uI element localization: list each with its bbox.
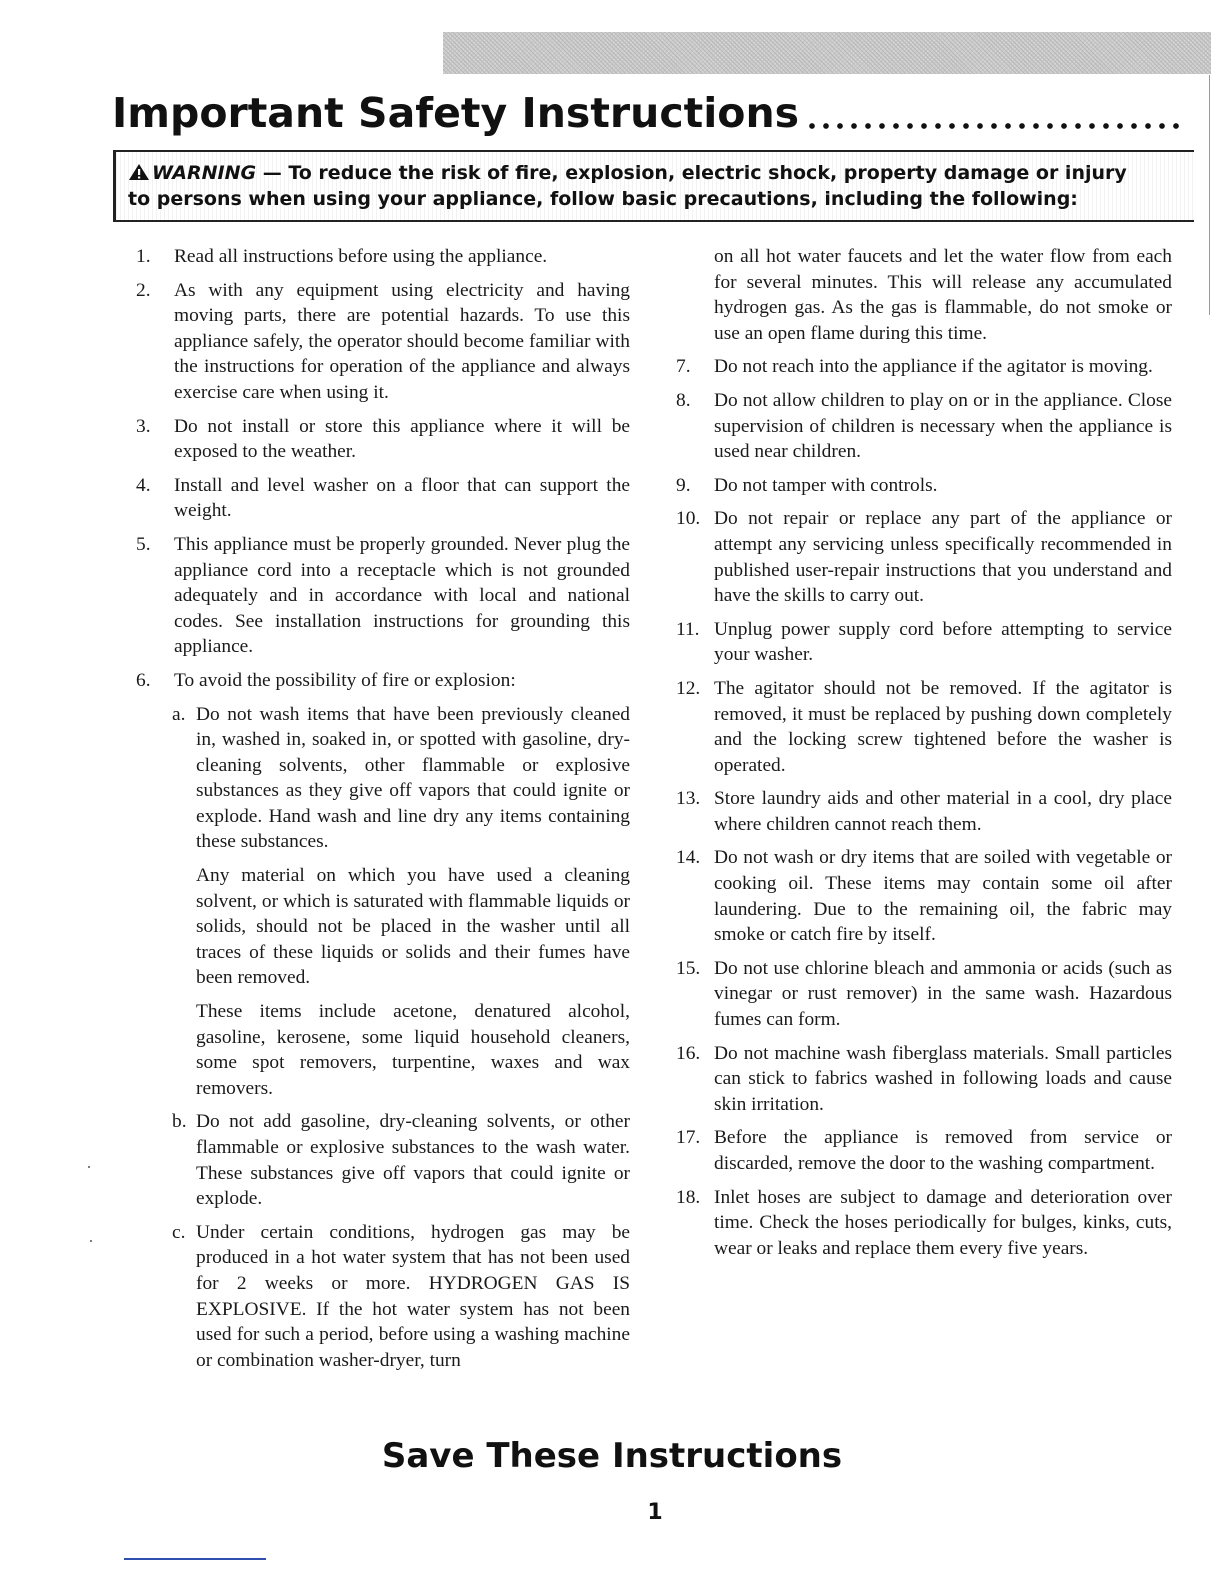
title-dot-leader xyxy=(805,123,1184,129)
item-number: 2. xyxy=(136,279,151,301)
footer-rule xyxy=(124,1558,266,1560)
item-number: 4. xyxy=(136,474,151,496)
list-item xyxy=(676,617,1172,668)
item-text: Do not allow children to play on or in the appliance. Close supervision of children is necessary when the appliance is used near children. xyxy=(714,389,1172,463)
item-number: 5. xyxy=(136,533,151,555)
list-item xyxy=(676,1041,1172,1118)
item-number: 3. xyxy=(136,415,151,437)
item-number: 13. xyxy=(676,788,701,810)
sub-item-letter: a. xyxy=(172,703,186,725)
warning-dash: — xyxy=(256,162,289,184)
item-number: 14. xyxy=(676,847,701,869)
sub-item-letter: b. xyxy=(172,1111,187,1133)
sub-item-c-continuation: on all hot water faucets and let the water flow from each for several minutes. This will release any accumulated hydrogen gas. As the gas is flammable, do not smoke or use an open flame during this time. xyxy=(714,246,1172,344)
item-number: 12. xyxy=(676,677,701,699)
warning-line-2: to persons when using your appliance, follow basic precautions, including the following: xyxy=(128,188,1078,210)
item-text: Do not machine wash fiberglass materials. Small particles can stick to fabrics washed in following loads and cause skin irritation. xyxy=(714,1042,1172,1115)
list-item xyxy=(136,473,630,524)
save-instructions-heading: Save These Instructions xyxy=(381,1436,843,1476)
item-number: 1. xyxy=(136,246,151,267)
item-number: 11. xyxy=(676,618,700,640)
page-edge-line xyxy=(1209,75,1210,315)
sub-item-a-paragraph-2: Any material on which you have used a cleaning solvent, or which is saturated with flammable liquids or solids, should not be placed in the washer until all traces of these liquids or solids and their fumes have been removed. xyxy=(196,865,630,989)
warning-label: WARNING xyxy=(152,162,257,184)
list-item xyxy=(676,956,1172,1033)
list-item xyxy=(676,388,1172,465)
item-text: Do not reach into the appliance if the agitator is moving. xyxy=(714,356,1153,378)
sub-item-text: Do not add gasoline, dry-cleaning solvents, or other flammable or explosive substances to the wash water. These substances give off vapors that could ignite or explode. xyxy=(196,1111,630,1210)
list-item xyxy=(136,244,630,270)
item-text: Do not wash or dry items that are soiled with vegetable or cooking oil. These items may contain some oil after laundering. Due to the remaining oil, the fabric may smoke or catch fire by itself. xyxy=(714,847,1172,946)
item-text: To avoid the possibility of fire or explosion: xyxy=(174,669,516,691)
list-item xyxy=(136,532,630,660)
list-item xyxy=(136,278,630,406)
item-text: Read all instructions before using the appliance. xyxy=(174,246,548,267)
item-text: This appliance must be properly grounded. Never plug the appliance cord into a receptacle which is not grounded adequately and in accordance with local and national codes. See installation instructions for grounding this appliance. xyxy=(174,533,630,658)
right-column xyxy=(676,244,1172,1269)
scan-speck xyxy=(90,1240,92,1242)
list-item xyxy=(676,506,1172,608)
item-number: 8. xyxy=(676,389,691,411)
page-number: 1 xyxy=(647,1500,663,1525)
sub-item-letter: c. xyxy=(172,1221,186,1243)
item-number: 10. xyxy=(676,508,701,530)
sub-list xyxy=(172,702,630,1374)
item-number: 9. xyxy=(676,474,691,496)
warning-box xyxy=(113,150,1194,222)
item-text: Do not tamper with controls. xyxy=(714,474,938,496)
list-item xyxy=(136,668,630,694)
item-text: Unplug power supply cord before attempting to service your washer. xyxy=(714,618,1172,666)
item-number: 7. xyxy=(676,356,691,378)
warning-line-1 xyxy=(128,160,1186,186)
scan-speck xyxy=(88,1166,90,1168)
list-item xyxy=(676,786,1172,837)
item-text: Inlet hoses are subject to damage and deterioration over time. Check the hoses periodically for bulges, kinks, cuts, wear or leaks and replace them every five years. xyxy=(714,1186,1172,1259)
item-text: Do not use chlorine bleach and ammonia or acids (such as vinegar or rust remover) in the same wash. Hazardous fumes can form. xyxy=(714,957,1172,1031)
item-text: The agitator should not be removed. If the agitator is removed, it must be replaced by pushing down completely and the locking screw tightened before the washer is operated. xyxy=(714,677,1172,776)
sub-item-text: Do not wash items that have been previously cleaned in, washed in, soaked in, or spotted with gasoline, dry-cleaning solvents, other flammable or explosive substances as they give off vapors that could ignite or explode. Hand wash and line dry any items containing these substances. xyxy=(196,703,630,853)
item-number: 15. xyxy=(676,957,701,979)
list-item xyxy=(676,1125,1172,1176)
item-number: 6. xyxy=(136,669,151,691)
header-band xyxy=(443,32,1211,74)
item-text: Before the appliance is removed from service or discarded, remove the door to the washing compartment. xyxy=(714,1127,1172,1174)
list-item xyxy=(676,845,1172,947)
sub-item-c xyxy=(172,1220,630,1374)
item-number: 16. xyxy=(676,1042,701,1064)
sub-item-a xyxy=(172,702,630,856)
item-text: Install and level washer on a floor that can support the weight. xyxy=(174,474,630,522)
item-text: As with any equipment using electricity and having moving parts, there are potential hazards. To use this appliance safely, the operator should become familiar with the instructions for operation of the appliance and always exercise care when using it. xyxy=(174,279,630,403)
list-item xyxy=(136,414,630,465)
item-text: Do not install or store this appliance where it will be exposed to the weather. xyxy=(174,415,630,463)
page-title: Important Safety Instructions xyxy=(112,89,800,137)
list-item xyxy=(676,1185,1172,1262)
sub-item-a-paragraph-3: These items include acetone, denatured alcohol, gasoline, kerosene, some liquid household cleaners, some spot removers, turpentine, waxes and wax removers. xyxy=(196,1001,630,1099)
item-text: Store laundry aids and other material in a cool, dry place where children cannot reach them. xyxy=(714,788,1172,835)
item-text: Do not repair or replace any part of the appliance or attempt any servicing unless specifically recommended in published user-repair instructions that you understand and have the skills to carry out. xyxy=(714,508,1172,607)
list-item xyxy=(676,473,1172,499)
warning-text-1: To reduce the risk of fire, explosion, electric shock, property damage or injury xyxy=(288,162,1127,184)
sub-item-text: Under certain conditions, hydrogen gas may be produced in a hot water system that has not been used for 2 weeks or more. HYDROGEN GAS IS EXPLOSIVE. If the hot water system has not been used for such a period, before using a washing machine or combination washer-dryer, turn xyxy=(196,1221,630,1371)
sub-item-b xyxy=(172,1109,630,1211)
list-item xyxy=(676,676,1172,778)
list-item xyxy=(676,354,1172,380)
item-number: 17. xyxy=(676,1127,701,1149)
warning-triangle-icon xyxy=(128,162,150,180)
title-row xyxy=(112,82,1184,138)
item-number: 18. xyxy=(676,1186,701,1208)
left-column xyxy=(136,244,630,1381)
